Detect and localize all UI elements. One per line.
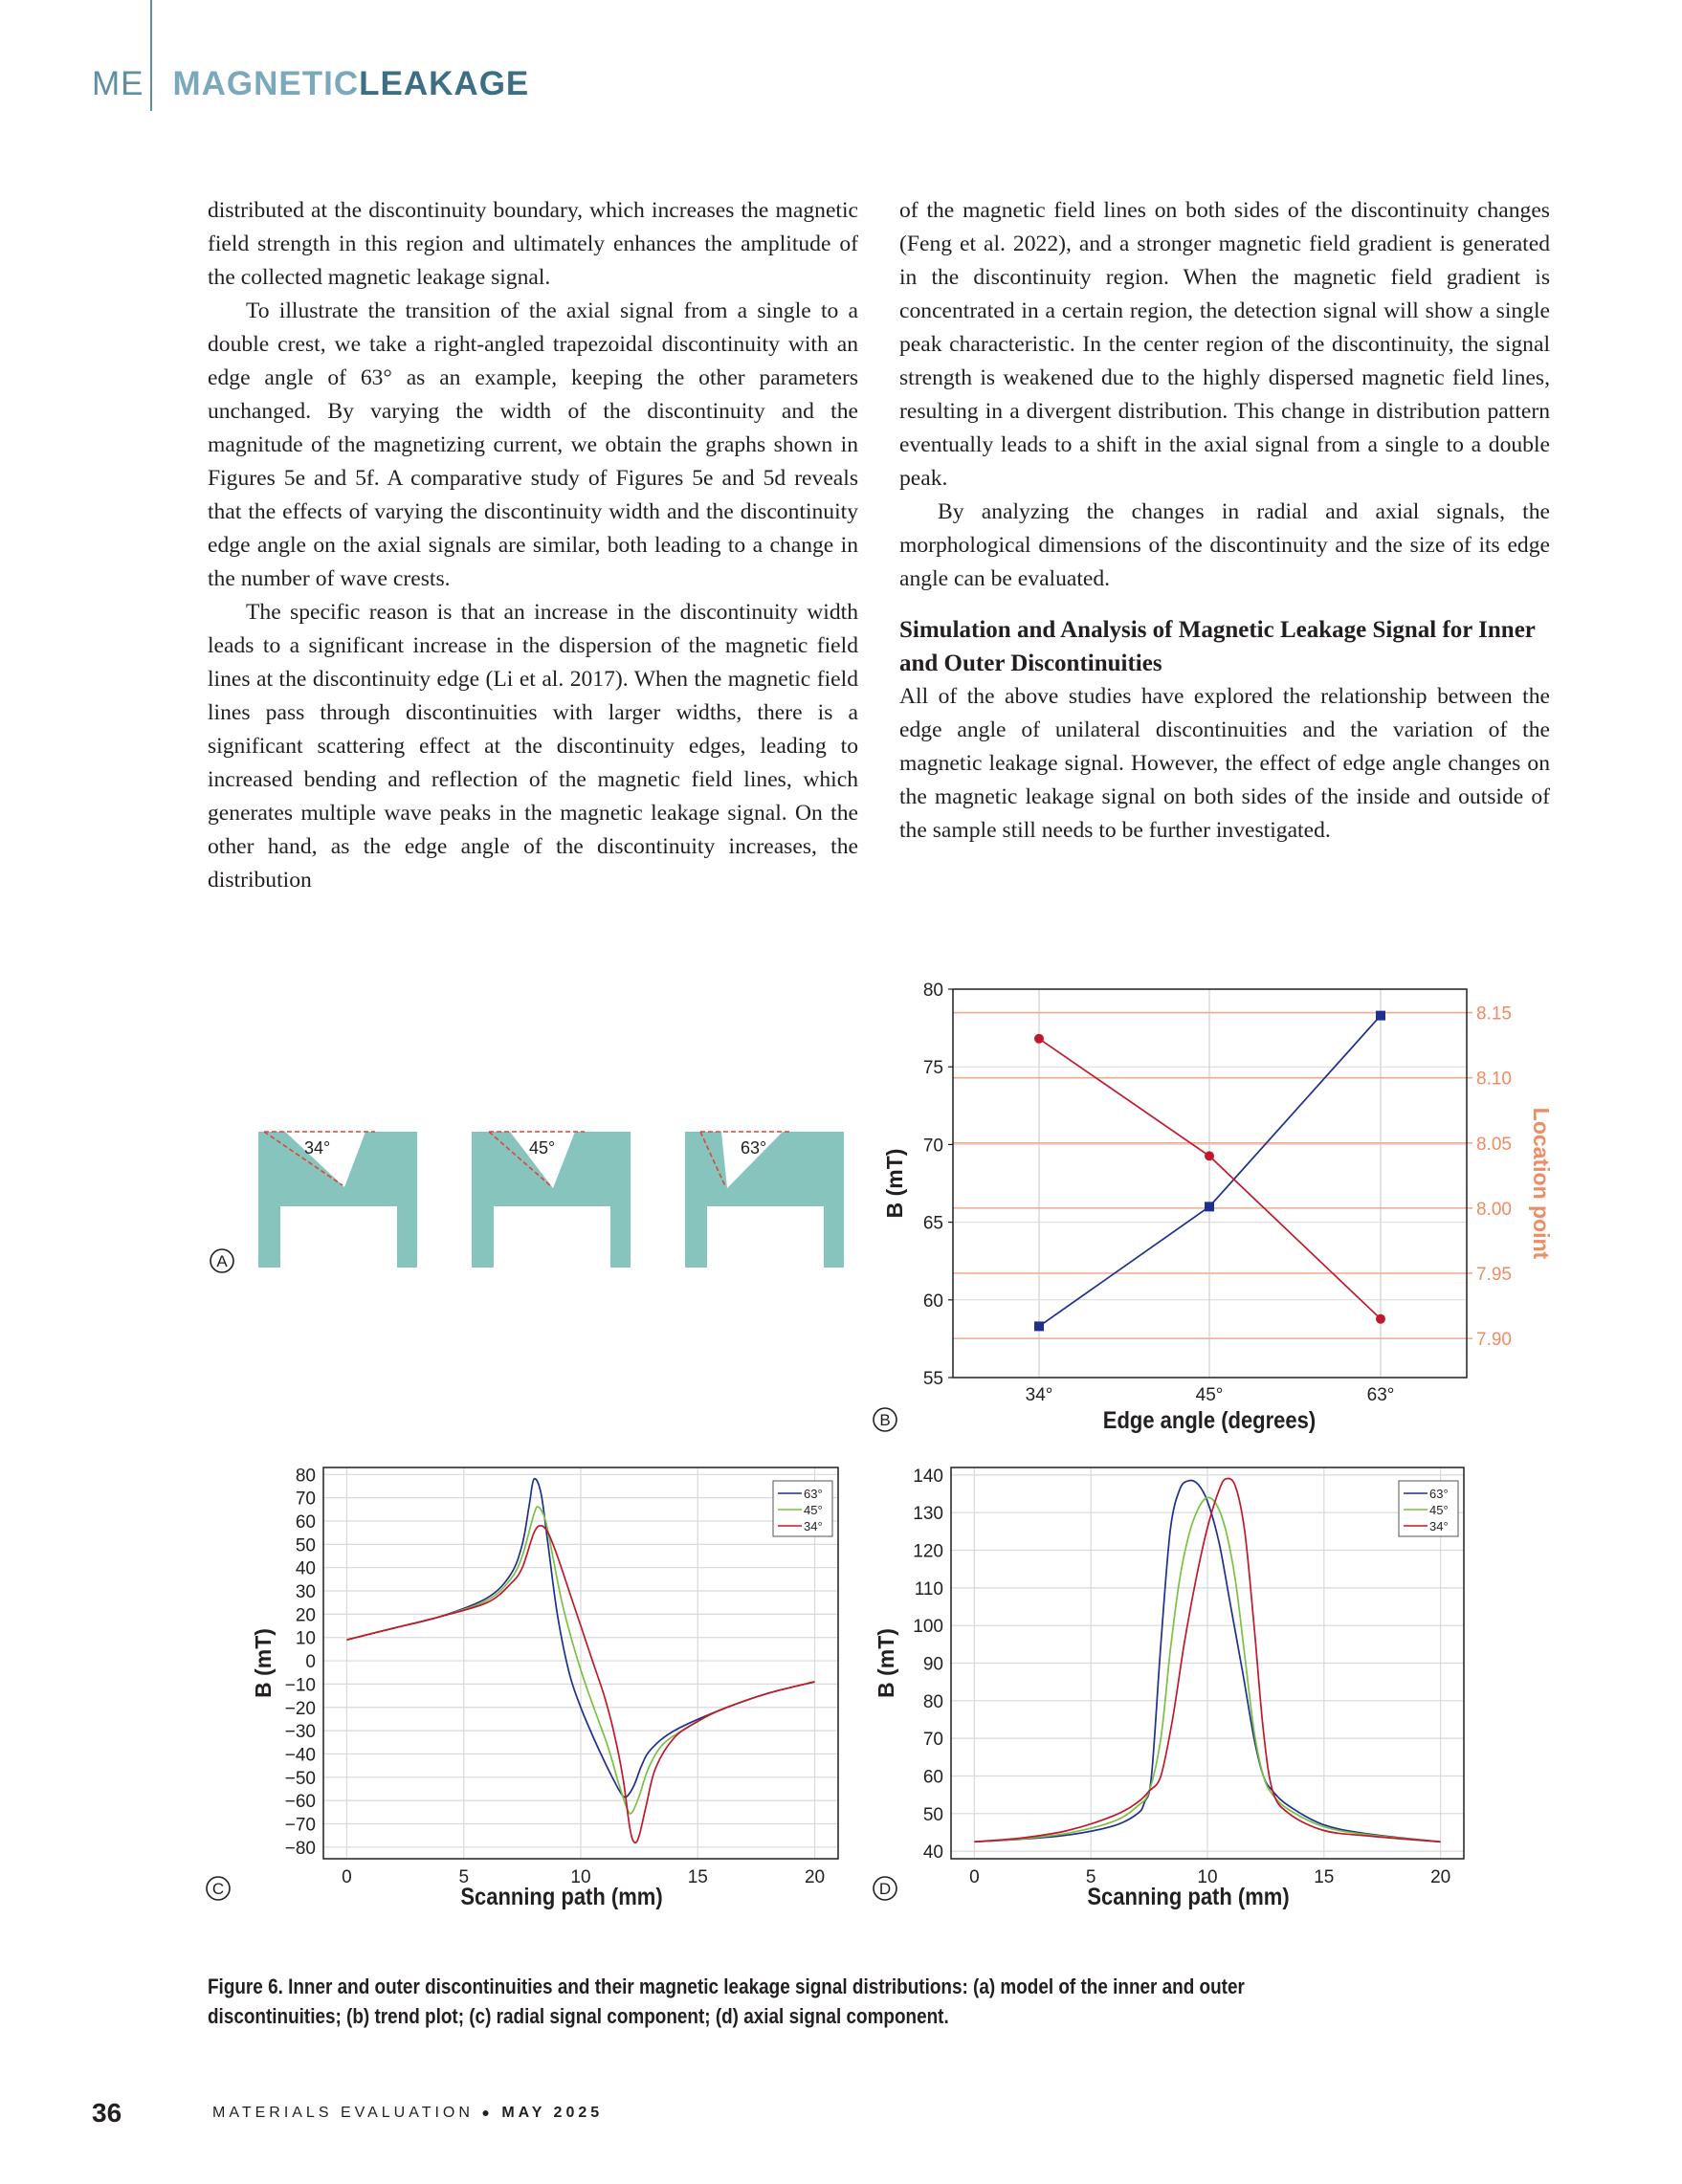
y-axis-tick-label: 50	[922, 1804, 943, 1825]
legend-label: 45°	[1429, 1503, 1449, 1517]
trend-square-marker	[1034, 1321, 1044, 1331]
y-axis-title: B (mT)	[882, 1148, 907, 1219]
x-axis-tick-label: 63°	[1366, 1385, 1395, 1405]
y-axis-tick-label: 60	[922, 1767, 943, 1788]
paragraph: All of the above studies have explored the relationship between the edge angle of unilateral discontinuities and the variation of the magnetic leakage signal. However, the effect of edge angle changes on the magnetic leakage signal on both sides of the inside and outside of the sample still needs to be further investigated.	[899, 684, 1550, 843]
y-axis-tick-label: 40	[922, 1842, 943, 1864]
trend-circle-marker	[1376, 1314, 1385, 1324]
right-axis-title: Location point	[1529, 1107, 1554, 1260]
right-axis-tick-label: 8.10	[1476, 1069, 1512, 1090]
x-axis-title: Scanning path (mm)	[460, 1883, 663, 1910]
y-axis-tick-label: 100	[913, 1617, 943, 1638]
y-axis-tick-label: 140	[913, 1466, 943, 1487]
panel-badge-letter: A	[216, 1252, 228, 1270]
y-axis-tick-label: −70	[284, 1815, 316, 1836]
y-axis-title: B (mT)	[874, 1628, 898, 1698]
y-axis-tick-label: 0	[305, 1652, 316, 1673]
right-axis-tick-label: 8.15	[1476, 1004, 1512, 1025]
x-axis-tick-label: 0	[969, 1867, 980, 1887]
y-axis-tick-label: −10	[284, 1675, 316, 1696]
left-axis-tick-label: 60	[922, 1291, 943, 1312]
left-axis-tick-label: 80	[922, 981, 943, 1001]
y-axis-tick-label: −80	[284, 1838, 316, 1859]
trend-circle-marker	[1034, 1034, 1044, 1044]
y-axis-tick-label: 40	[295, 1558, 316, 1579]
right-axis-tick-label: 8.00	[1476, 1199, 1512, 1220]
y-axis-tick-label: 130	[913, 1504, 943, 1525]
panel-badge-letter: C	[211, 1880, 225, 1898]
left-axis-tick-label: 70	[922, 1136, 943, 1157]
y-axis-tick-label: −20	[284, 1698, 316, 1719]
x-axis-title: Scanning path (mm)	[1087, 1883, 1290, 1910]
y-axis-tick-label: 70	[295, 1489, 316, 1510]
right-axis-tick-label: 8.05	[1476, 1134, 1512, 1155]
y-axis-tick-label: −30	[284, 1722, 316, 1743]
panel-c-radial-signal	[207, 1466, 838, 1909]
x-axis-tick-label: 20	[804, 1867, 826, 1887]
panel-badge-letter: D	[878, 1880, 892, 1898]
x-axis-tick-label: 15	[1314, 1867, 1335, 1887]
trend-square-marker	[1205, 1202, 1214, 1211]
left-axis-tick-label: 65	[922, 1213, 943, 1234]
trend-circle-marker	[1205, 1151, 1214, 1160]
edge-angle-label: 45°	[529, 1138, 556, 1158]
page-number: 36	[92, 2098, 122, 2128]
header-title-b: LEAKAGE	[359, 65, 530, 102]
panel-badge-letter: B	[879, 1411, 891, 1429]
x-axis-tick-label: 10	[570, 1867, 591, 1887]
paragraph: By analyzing the changes in radial and axial signals, the morphological dimensions of the discontinuity and the size of its edge angle can be evaluated.	[899, 499, 1550, 591]
legend-label: 34°	[1429, 1519, 1449, 1533]
panel-a-discontinuity-models	[210, 1132, 844, 1272]
journal-name: MATERIALS EVALUATION	[212, 2105, 474, 2121]
y-axis-tick-label: −40	[284, 1745, 316, 1766]
section-code: ME	[92, 65, 144, 102]
paragraph: The specific reason is that an increase in the discontinuity width leads to a significant increase in the dispersion of the magnetic field lines at the discontinuity edge (Li et al. 2017). When the magnetic field lines pass through discontinuities with larger widths, there is a significant scattering effect at the discontinuity edges, leading to increased bending and reflection of the magnetic field lines, which generates multiple wave peaks in the magnetic leakage signal. On the other hand, as the edge angle of the discontinuity increases, the distribution	[208, 600, 858, 893]
paragraph: To illustrate the transition of the axial signal from a single to a double crest, we take a right-angled trapezoidal discontinuity with an edge angle of 63° as an example, keeping the other parameters unchanged. By varying the width of the discontinuity and the magnitude of the magnetizing current, we obtain the graphs shown in Figures 5e and 5f. A comparative study of Figures 5e and 5d reveals that the effects of varying the discontinuity width and the discontinuity edge angle on the axial signals are similar, both leading to a change in the number of wave crests.	[208, 298, 858, 591]
y-axis-title: B (mT)	[251, 1628, 276, 1698]
x-axis-tick-label: 0	[342, 1867, 352, 1887]
legend-label: 63°	[804, 1487, 823, 1501]
legend-label: 34°	[804, 1519, 823, 1533]
x-axis-tick-label: 45°	[1195, 1385, 1224, 1405]
legend-label: 45°	[804, 1503, 823, 1517]
discontinuity-model-shape	[258, 1132, 417, 1268]
legend-label: 63°	[1429, 1487, 1449, 1501]
y-axis-tick-label: 60	[295, 1511, 316, 1533]
panel-b-trend-plot	[874, 981, 1554, 1433]
figure-caption: Figure 6. Inner and outer discontinuities and their magnetic leakage signal distributions: (a) model of the inner and outer discontinuities; (b) trend plot; (c) radial signal component; (d) axial signal component.	[208, 1974, 1245, 2028]
issue-date: MAY 2025	[501, 2105, 604, 2121]
y-axis-tick-label: −60	[284, 1792, 316, 1813]
y-axis-tick-label: 110	[914, 1578, 943, 1599]
trend-square-marker	[1376, 1011, 1385, 1021]
x-axis-tick-label: 20	[1430, 1867, 1451, 1887]
left-axis-tick-label: 75	[922, 1058, 943, 1079]
y-axis-tick-label: 20	[295, 1605, 316, 1626]
x-axis-tick-label: 10	[1197, 1867, 1218, 1887]
journal-line	[212, 2105, 603, 2122]
paragraph: of the magnetic field lines on both sides of the discontinuity changes (Feng et al. 2022), and a stronger magnetic field gradient is generated in the discontinuity region. When the magnetic field gradient is concentrated in a certain region, the detection signal will show a single peak characteristic. In the center region of the discontinuity, the signal strength is weakened due to the highly dispersed magnetic field lines, resulting in a divergent distribution. This change in distribution pattern eventually leads to a shift in the axial signal from a single to a double peak.	[899, 198, 1550, 491]
section-subheading: Simulation and Analysis of Magnetic Leakage Signal for Inner and Outer Discontinuities	[899, 617, 1536, 676]
y-axis-tick-label: 120	[913, 1541, 943, 1562]
x-axis-tick-label: 5	[1085, 1867, 1096, 1887]
x-axis-title: Edge angle (degrees)	[1102, 1406, 1317, 1434]
y-axis-tick-label: −50	[284, 1768, 316, 1789]
page-footer	[92, 2098, 604, 2129]
right-axis-tick-label: 7.95	[1476, 1265, 1512, 1286]
y-axis-tick-label: 70	[922, 1730, 943, 1751]
y-axis-tick-label: 90	[922, 1654, 943, 1675]
panel-d-axial-signal	[874, 1467, 1464, 1909]
y-axis-tick-label: 30	[295, 1582, 316, 1603]
edge-angle-label: 63°	[741, 1138, 767, 1158]
header-title-a: MAGNETIC	[172, 65, 360, 102]
x-axis-tick-label: 15	[687, 1867, 708, 1887]
left-axis-tick-label: 55	[922, 1369, 943, 1389]
edge-angle-label: 34°	[304, 1138, 331, 1158]
legend-box	[773, 1481, 832, 1536]
right-axis-tick-label: 7.90	[1476, 1330, 1512, 1351]
x-axis-tick-label: 5	[458, 1867, 470, 1887]
footer-bullet: ●	[481, 2105, 494, 2120]
y-axis-tick-label: 10	[295, 1628, 316, 1649]
legend-box	[1399, 1481, 1458, 1536]
paragraph: distributed at the discontinuity boundary, which increases the magnetic field strength in this region and ultimately enhances the amplitude of the collected magnetic leakage signal.	[208, 198, 858, 290]
y-axis-tick-label: 50	[295, 1535, 316, 1556]
y-axis-tick-label: 80	[922, 1691, 943, 1712]
y-axis-tick-label: 80	[295, 1466, 316, 1487]
x-axis-tick-label: 34°	[1025, 1385, 1053, 1405]
